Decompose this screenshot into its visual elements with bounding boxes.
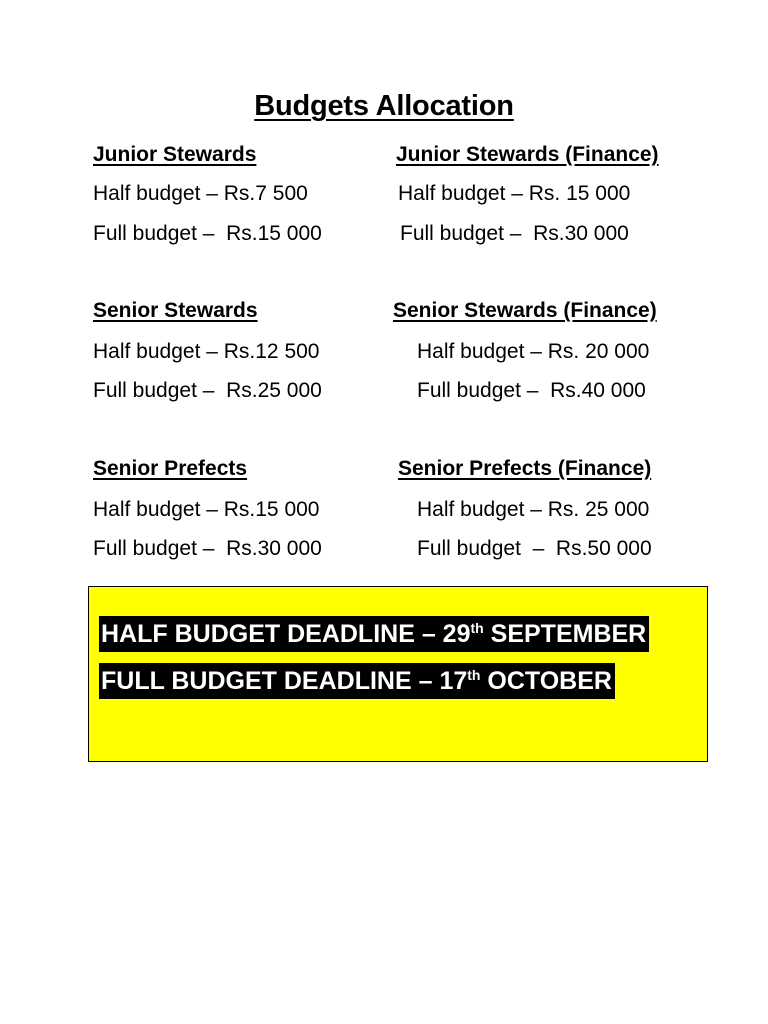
senior-stewards-finance-heading: Senior Stewards (Finance) [393,299,657,322]
senior-prefects-finance-full-budget: Full budget – Rs.50 000 [417,537,652,560]
senior-stewards-finance-half-budget: Half budget – Rs. 20 000 [417,340,650,363]
senior-stewards-heading: Senior Stewards [93,299,258,322]
page-title: Budgets Allocation [254,90,514,122]
deadline-box [88,586,708,762]
full-budget-deadline [99,663,615,699]
junior-stewards-full-budget: Full budget – Rs.15 000 [93,222,322,245]
senior-prefects-half-budget: Half budget – Rs.15 000 [93,498,320,521]
senior-prefects-full-budget: Full budget – Rs.30 000 [93,537,322,560]
junior-stewards-heading: Junior Stewards [93,143,257,166]
junior-stewards-finance-full-budget: Full budget – Rs.30 000 [400,222,629,245]
junior-stewards-half-budget: Half budget – Rs.7 500 [93,182,308,205]
full-deadline-month: OCTOBER [480,667,612,695]
senior-prefects-heading: Senior Prefects [93,457,248,480]
junior-stewards-finance-half-budget: Half budget – Rs. 15 000 [398,182,631,205]
senior-stewards-half-budget: Half budget – Rs.12 500 [93,340,320,363]
junior-stewards-finance-heading: Junior Stewards (Finance) [396,143,659,166]
full-deadline-prefix: FULL BUDGET DEADLINE – 17 [101,667,468,695]
half-deadline-prefix: HALF BUDGET DEADLINE – 29 [101,620,471,648]
senior-stewards-finance-full-budget: Full budget – Rs.40 000 [417,379,646,402]
half-deadline-month: SEPTEMBER [483,620,647,648]
senior-stewards-full-budget: Full budget – Rs.25 000 [93,379,322,402]
full-deadline-ordinal: th [467,667,481,683]
senior-prefects-finance-heading: Senior Prefects (Finance) [398,457,652,480]
senior-prefects-finance-half-budget: Half budget – Rs. 25 000 [417,498,650,521]
half-budget-deadline [99,616,649,652]
half-deadline-ordinal: th [470,620,484,636]
